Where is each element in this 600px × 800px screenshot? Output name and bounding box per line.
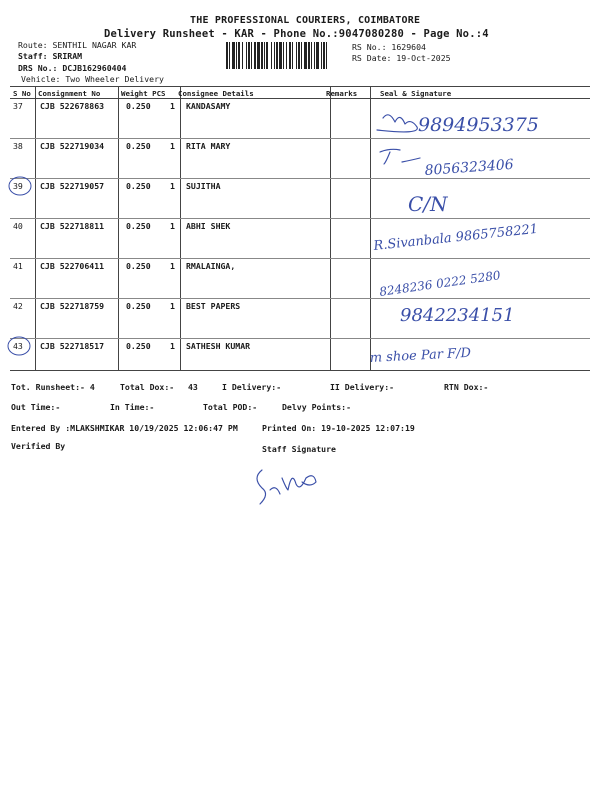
row-sno: 37 xyxy=(13,101,23,111)
row-consignment: CJB 522719034 xyxy=(40,141,105,151)
handwritten-note: m shoe Par F/D xyxy=(369,345,472,366)
row-consignment: CJB 522719057 xyxy=(40,181,105,191)
verified-by: Verified By xyxy=(11,441,66,451)
total-pod: Total POD:- xyxy=(203,402,258,412)
row-consignment: CJB 522678863 xyxy=(40,101,105,111)
row-consignment: CJB 522718517 xyxy=(40,341,105,351)
row-weight: 0.250 xyxy=(126,101,151,111)
in-time: In Time:- xyxy=(110,402,155,412)
row-consignee: RMALAINGA, xyxy=(186,261,236,271)
runsheet-title: Delivery Runsheet - KAR - Phone No.:9047080280 - Page No.:4 xyxy=(104,28,489,40)
row-consignment: CJB 522718759 xyxy=(40,301,105,311)
row-consignee: BEST PAPERS xyxy=(186,301,241,311)
row-pcs: 1 xyxy=(170,101,175,111)
row-pcs: 1 xyxy=(170,261,175,271)
row-sno: 40 xyxy=(13,221,23,231)
row-sno: 43 xyxy=(13,341,23,351)
handwritten-phone: 9894953375 xyxy=(418,114,539,136)
row-consignment: CJB 522706411 xyxy=(40,261,105,271)
row-weight: 0.250 xyxy=(126,221,151,231)
out-time: Out Time:- xyxy=(11,402,61,412)
col-header-seal: Seal & Signature xyxy=(380,89,452,98)
row-weight: 0.250 xyxy=(126,141,151,151)
row-sno: 41 xyxy=(13,261,23,271)
handwritten-note: C/N xyxy=(408,192,448,216)
total-dox-value: 43 xyxy=(188,382,198,392)
row-consignee: ABHI SHEK xyxy=(186,221,231,231)
rtn-dox: RTN Dox:- xyxy=(444,382,489,392)
ii-delivery: II Delivery:- xyxy=(330,382,395,392)
rs-date: RS Date: 19-Oct-2025 xyxy=(352,53,451,63)
staff-text: Staff: SRIRAM xyxy=(18,51,83,61)
row-consignment: CJB 522718811 xyxy=(40,221,105,231)
rs-number: RS No.: 1629604 xyxy=(352,42,426,52)
delvy-points: Delvy Points:- xyxy=(282,402,352,412)
row-consignee: KANDASAMY xyxy=(186,101,231,111)
handwritten-phone: 8056323406 xyxy=(424,156,515,179)
row-pcs: 1 xyxy=(170,341,175,351)
col-header-consignment: Consignment No xyxy=(38,89,101,98)
row-sno: 42 xyxy=(13,301,23,311)
row-weight: 0.250 xyxy=(126,301,151,311)
printed-on: Printed On: 19-10-2025 12:07:19 xyxy=(262,423,415,433)
vehicle-text: Vehicle: Two Wheeler Delivery xyxy=(21,74,164,84)
handwritten-phone: 8248236 0222 5280 xyxy=(378,268,502,299)
handwritten-name-phone: R.Sivanbala 9865758221 xyxy=(372,221,539,254)
row-weight: 0.250 xyxy=(126,341,151,351)
tot-runsheet: Tot. Runsheet:- 4 xyxy=(11,382,95,392)
row-pcs: 1 xyxy=(170,181,175,191)
col-header-weight-pcs: Weight PCS xyxy=(121,89,166,98)
handwritten-phone: 9842234151 xyxy=(400,305,515,326)
company-title: THE PROFESSIONAL COURIERS, COIMBATORE xyxy=(190,15,421,26)
row-consignee: RITA MARY xyxy=(186,141,231,151)
total-dox-label: Total Dox:- xyxy=(120,382,175,392)
drs-number: DRS No.: DCJB162960404 xyxy=(18,63,127,73)
i-delivery: I Delivery:- xyxy=(222,382,282,392)
col-header-consignee: Consignee Details xyxy=(178,89,254,98)
entered-by: Entered By :MLAKSHMIKAR 10/19/2025 12:06:47 PM xyxy=(11,423,238,433)
col-header-remarks: Remarks xyxy=(326,89,358,98)
row-weight: 0.250 xyxy=(126,261,151,271)
row-pcs: 1 xyxy=(170,141,175,151)
staff-signature-label: Staff Signature xyxy=(262,444,336,454)
row-consignee: SATHESH KUMAR xyxy=(186,341,251,351)
row-pcs: 1 xyxy=(170,301,175,311)
route-text: Route: SENTHIL NAGAR KAR xyxy=(18,40,137,50)
col-header-sno: S No xyxy=(13,89,31,98)
row-weight: 0.250 xyxy=(126,181,151,191)
row-pcs: 1 xyxy=(170,221,175,231)
row-consignee: SUJITHA xyxy=(186,181,221,191)
row-sno: 38 xyxy=(13,141,23,151)
row-sno: 39 xyxy=(13,181,23,191)
